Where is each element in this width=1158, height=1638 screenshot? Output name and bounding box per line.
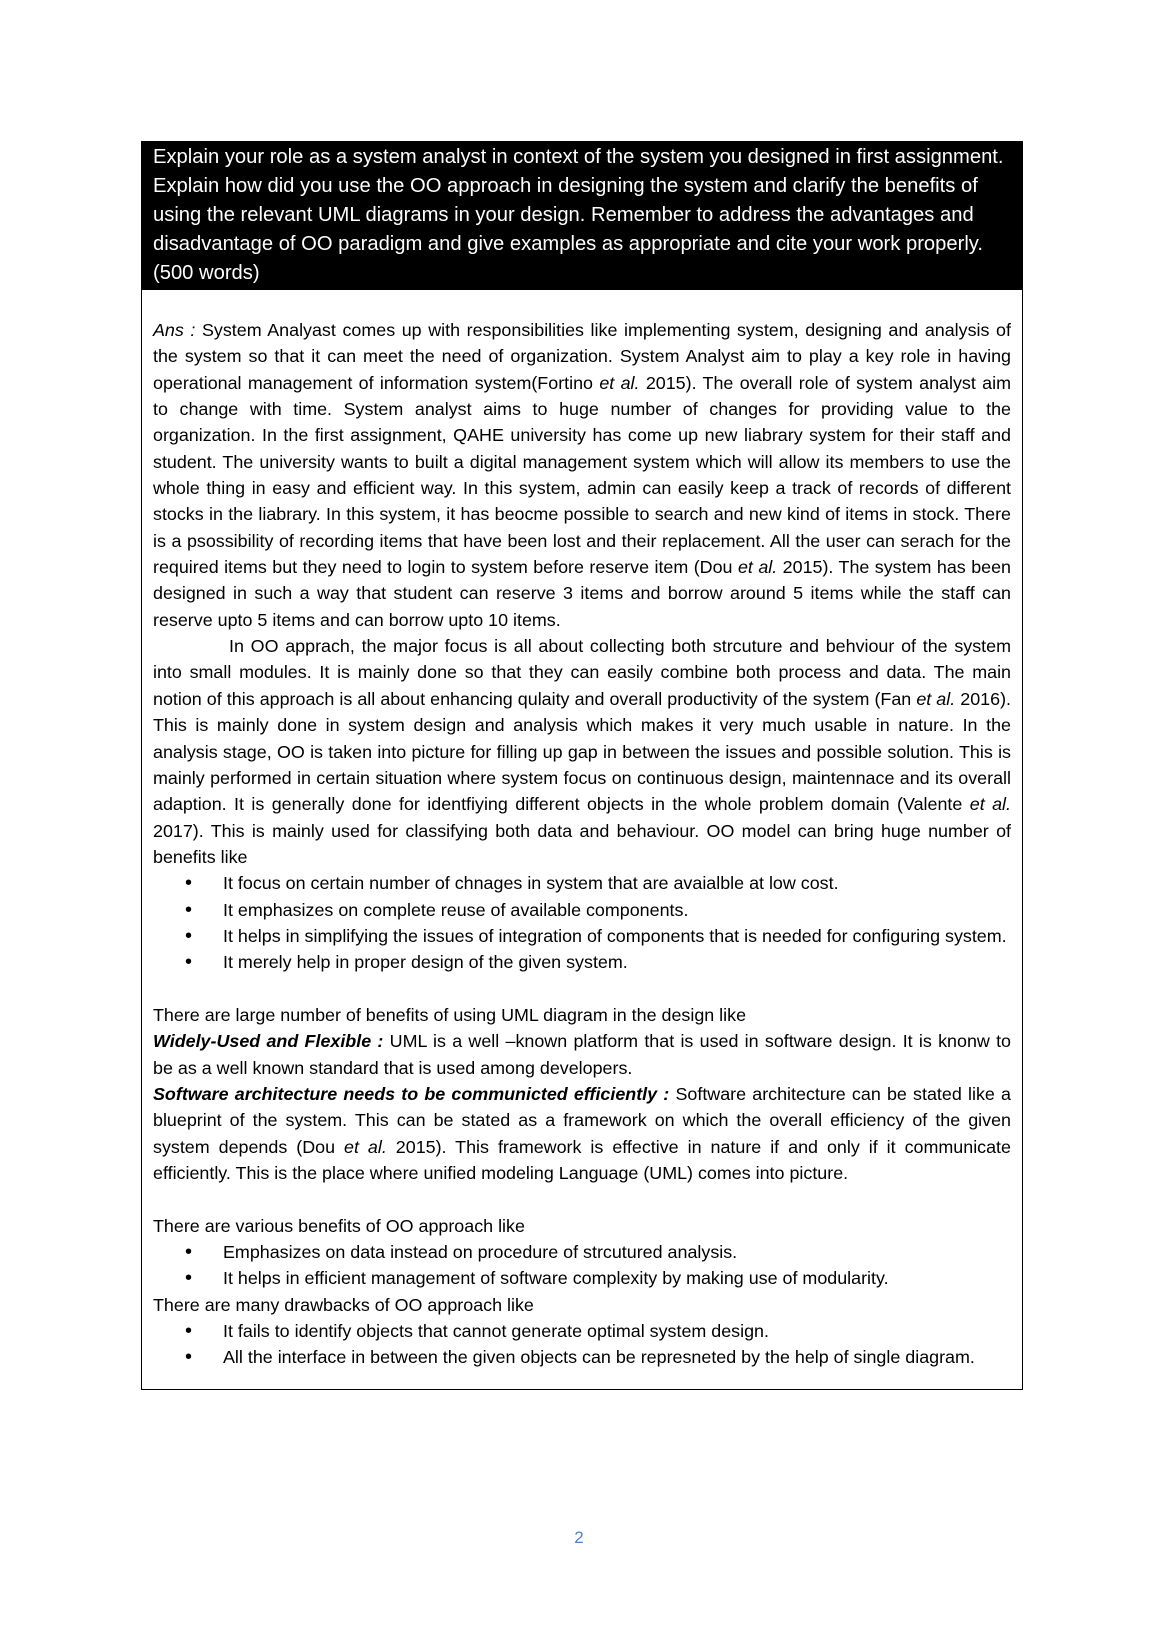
uml-intro: There are large number of benefits of using UML diagram in the design like <box>153 1004 747 1025</box>
list-item: • It merely help in proper design of the given system. <box>153 949 1011 975</box>
question-header: Explain your role as a system analyst in context of the system you designed in first assignment. Explain how did you use the OO approach in designing the system and clarify the benefits of using the relevant UML diagrams in your design. Remember to address the advantages and disadvantage of OO paradigm and give examples as appropriate and cite your work properly. (500 words) <box>142 142 1022 290</box>
answer-paragraph-2: In OO apprach, the major focus is all about collecting both strcuture and behviour of the system into small modules. It is mainly done so that they can easily combine both process and data. The main notion of this approach is all about enhancing qulaity and overall productivity of the system (Fan et al. 2016). This is mainly done in system design and analysis which makes it very much usable in nature. In the analysis stage, OO is taken into picture for filling up gap in between the issues and possible solution. This is mainly performed in certain situation where system focus on continuous design, maintennace and its overall adaption. It is generally done for identfiying different objects in the whole problem domain (Valente et al. 2017). This is mainly used for classifying both data and behaviour. OO model can bring huge number of benefits like <box>153 636 1011 867</box>
list-item: • It helps in efficient management of software complexity by making use of modularity. <box>153 1265 1011 1291</box>
advantages-intro: There are various benefits of OO approach like <box>153 1215 525 1236</box>
list-item: • Emphasizes on data instead on procedure of strcutured analysis. <box>153 1239 1011 1265</box>
list-item: • It helps in simplifying the issues of integration of components that is needed for configuring system. <box>153 923 1011 949</box>
list-item: • It emphasizes on complete reuse of available components. <box>153 897 1011 923</box>
list-item: • It fails to identify objects that cannot generate optimal system design. <box>153 1318 1011 1344</box>
oo-benefits-list <box>153 870 1011 975</box>
answer-body <box>142 290 1022 1389</box>
answer-paragraph-1: Ans : System Analyast comes up with responsibilities like implementing system, designing and analysis of the system so that it can meet the need of organization. System Analyst aim to play a key role in having operational management of information system(Fortino et al. 2015). The overall role of system analyst aim to change with time. System analyst aims to huge number of changes for providing value to the organization. In the first assignment, QAHE university has come up new liabrary system for their staff and student. The university wants to built a digital management system which will allow its members to use the whole thing in easy and efficient way. In this system, admin can easily keep a track of records of different stocks in the liabrary. In this system, it has beocme possible to search and new kind of items in stock. There is a psossibility of recording items that have been lost and their replacement. All the user can serach for the required items but they need to login to system before reserve item (Dou et al. 2015). The system has been designed in such a way that student can reserve 3 items and borrow around 5 items while the staff can reserve upto 5 items and can borrow upto 10 items. <box>153 320 1011 630</box>
uml-benefit-2: Software architecture needs to be communicted efficiently : Software architecture can be stated like a blueprint of the system. This can be stated as a framework on which the overall efficiency of the given system depends (Dou et al. 2015). This framework is effective in nature if and only if it communicate efficiently. This is the place where unified modeling Language (UML) comes into picture. <box>153 1083 1011 1183</box>
uml-benefit-1: Widely-Used and Flexible : UML is a well –known platform that is used in software design. It is knonw to be as a well known standard that is used among developers. <box>153 1031 1012 1078</box>
question-answer-box <box>141 141 1023 1390</box>
drawbacks-intro: There are many drawbacks of OO approach like <box>153 1294 534 1315</box>
advantages-list <box>153 1239 1011 1292</box>
drawbacks-list <box>153 1318 1011 1371</box>
list-item: • All the interface in between the given objects can be represneted by the help of single diagram. <box>153 1344 1011 1370</box>
answer-label: Ans : <box>153 320 196 340</box>
list-item: • It focus on certain number of chnages in system that are avaialble at low cost. <box>153 870 1011 896</box>
page-number: 2 <box>574 1528 584 1547</box>
